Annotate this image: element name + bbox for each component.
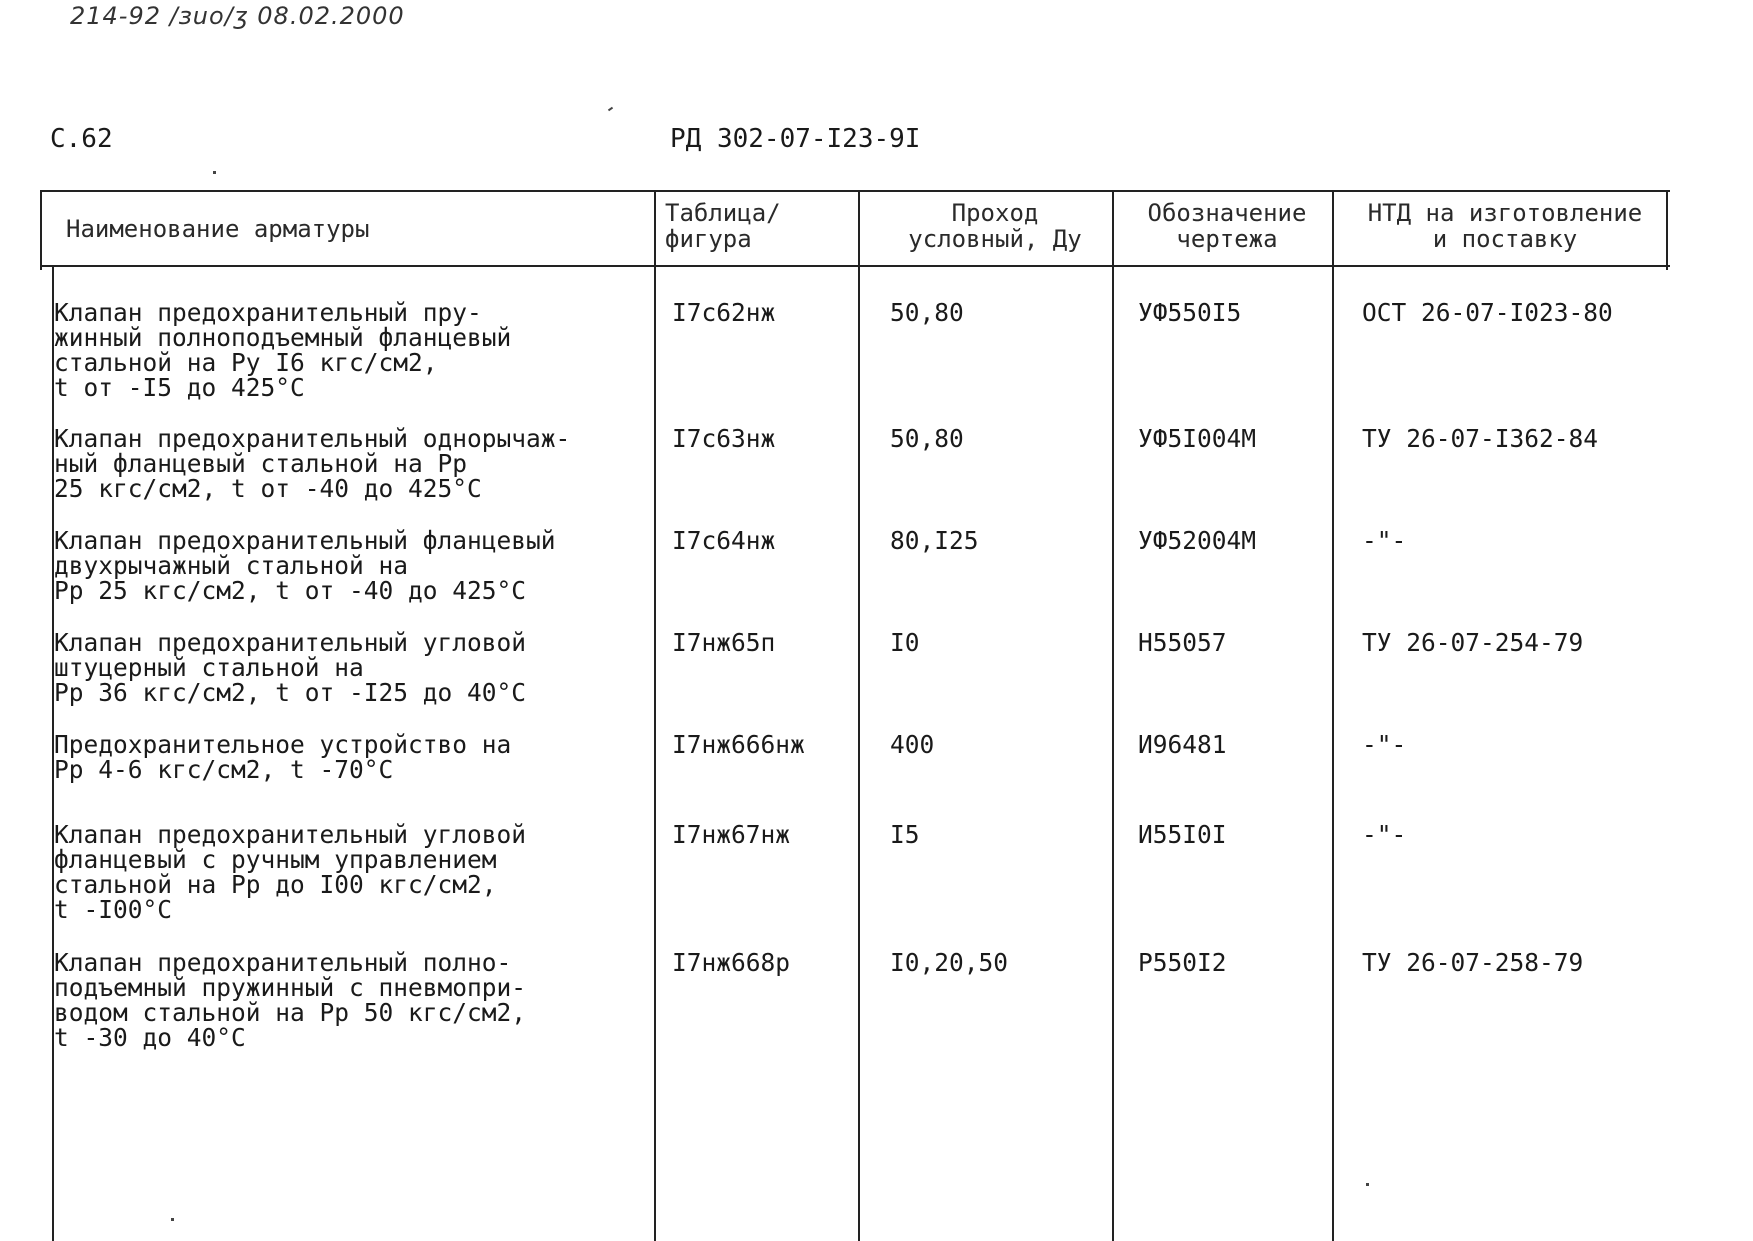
table-row-2-name: Клапан предохранительный однорычаж- ный фланцевый стальной на Рр 25 кгс/см2, t от -40 до 425°C: [54, 424, 571, 503]
table-row-1-ntd: ОСТ 26-07-I023-80: [1362, 298, 1613, 327]
table-row-6-figure: I7нж67нж: [672, 820, 791, 849]
header-name: Наименование арматуры: [66, 215, 370, 243]
table-left-border: [40, 190, 42, 270]
table-row-1-figure: I7с62нж: [672, 298, 776, 327]
table-row-1-drawing: УФ550I5: [1138, 298, 1242, 327]
scan-speck: [213, 171, 216, 174]
table-row-6-drawing: И55I0I: [1138, 820, 1227, 849]
table-row-7-drawing: Р550I2: [1138, 948, 1227, 977]
table-row-3-dn: 80,I25: [890, 526, 979, 555]
table-row-5-drawing: И96481: [1138, 730, 1227, 759]
column-divider-1: [654, 190, 656, 1241]
table-row-7-dn: I0,20,50: [890, 948, 1009, 977]
table-row-6-ntd: -"-: [1362, 820, 1407, 849]
table-row-2-figure: I7с63нж: [672, 424, 776, 453]
table-row-4-figure: I7нж65п: [672, 628, 776, 657]
handwritten-note: 214-92 /ɜuo/ʒ 08.02.2000: [70, 2, 405, 30]
column-divider-4: [1332, 190, 1334, 1241]
header-drawing: Обозначение чертежа: [1147, 199, 1307, 253]
table-row-7-name: Клапан предохранительный полно- подъемный пружинный с пневмопри- водом стальной на Рр 50 кгс/см2, t -30 до 40°C: [54, 948, 527, 1052]
table-row-3-ntd: -"-: [1362, 526, 1407, 555]
header-bottom-border: [40, 265, 1670, 267]
table-row-5-dn: 400: [890, 730, 935, 759]
table-row-4-drawing: Н55057: [1138, 628, 1227, 657]
table-row-5-ntd: -"-: [1362, 730, 1407, 759]
header-dn: Проход условный, Ду: [908, 199, 1082, 253]
page-number: С.62: [50, 124, 113, 154]
table-row-3-name: Клапан предохранительный фланцевый двухрычажный стальной на Рр 25 кгс/см2, t от -40 до 425°C: [54, 526, 556, 605]
table-row-7-figure: I7нж668р: [672, 948, 791, 977]
table-row-7-ntd: ТУ 26-07-258-79: [1362, 948, 1584, 977]
column-divider-3: [1112, 190, 1114, 1241]
table-row-3-figure: I7с64нж: [672, 526, 776, 555]
table-row-1-name: Клапан предохранительный пру- жинный полноподъемный фланцевый стальной на Ру I6 кгс/см2, t от -I5 до 425°C: [54, 298, 512, 402]
table-row-6-name: Клапан предохранительный угловой фланцевый с ручным управлением стальной на Рр до I00 кгс/см2, t -I00°C: [54, 820, 527, 924]
table-row-5-name: Предохранительное устройство на Рр 4-6 кгс/см2, t -70°C: [54, 730, 512, 784]
header-ntd: НТД на изготовление и поставку: [1367, 199, 1643, 253]
table-row-1-dn: 50,80: [890, 298, 964, 327]
table-row-5-figure: I7нж666нж: [672, 730, 805, 759]
header-figure: Таблица/ фигура: [665, 199, 781, 253]
scan-speck: [608, 107, 613, 112]
table-row-2-dn: 50,80: [890, 424, 964, 453]
table-row-4-dn: I0: [890, 628, 920, 657]
table-row-4-name: Клапан предохранительный угловой штуцерный стальной на Рр 36 кгс/см2, t от -I25 до 40°C: [54, 628, 527, 707]
table-row-4-ntd: ТУ 26-07-254-79: [1362, 628, 1584, 657]
table-row-6-dn: I5: [890, 820, 920, 849]
document-code: РД 302-07-I23-9I: [670, 124, 921, 154]
table-top-border: [40, 190, 1670, 192]
column-divider-2: [858, 190, 860, 1241]
table-row-3-drawing: УФ52004М: [1138, 526, 1257, 555]
table-row-2-ntd: ТУ 26-07-I362-84: [1362, 424, 1599, 453]
table-row-2-drawing: УФ5I004М: [1138, 424, 1257, 453]
